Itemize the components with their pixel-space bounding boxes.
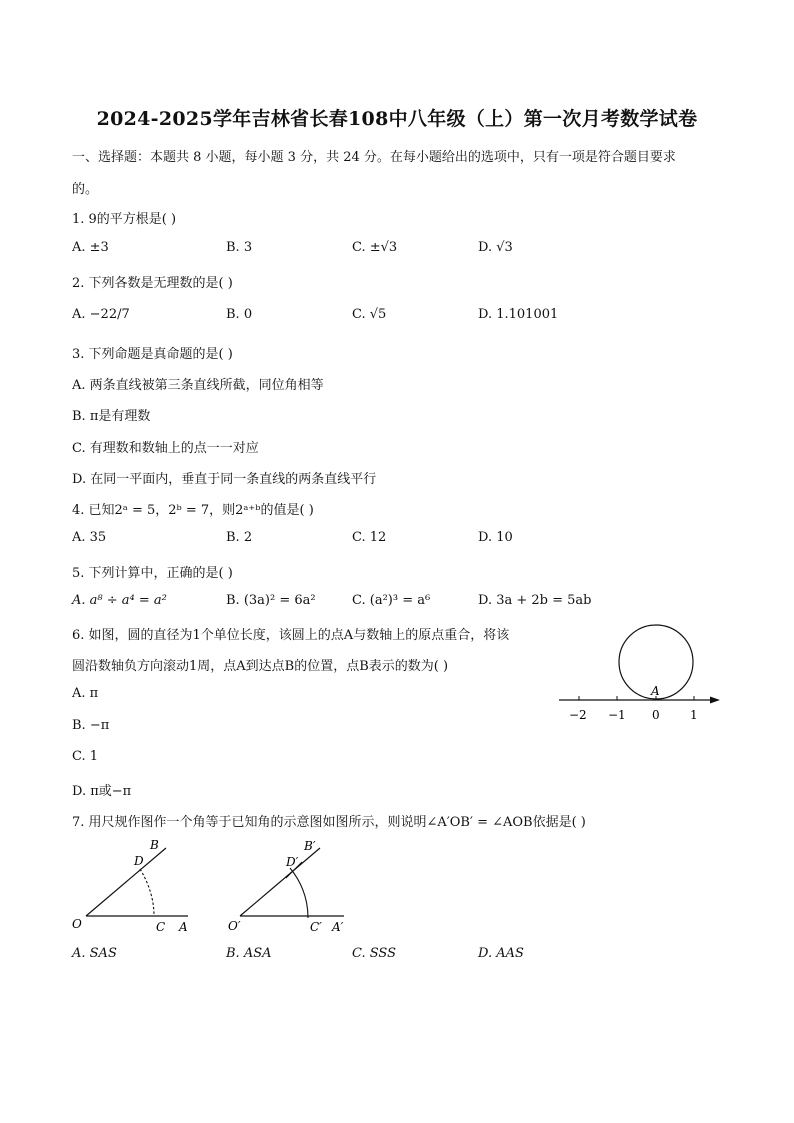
question-2-stem: 2. 下列各数是无理数的是( ) — [72, 276, 233, 291]
question-3-stem: 3. 下列命题是真命题的是( ) — [72, 347, 233, 362]
question-2-option-c: C. √5 — [352, 307, 387, 322]
question-3-option-c: C. 有理数和数轴上的点一一对应 — [72, 441, 259, 456]
question-6-option-b: B. −π — [72, 718, 110, 733]
question-5-options — [72, 593, 632, 611]
tick-label: 1 — [690, 708, 698, 722]
construction-arc-solid — [290, 868, 308, 918]
number-line-arrow-icon — [710, 697, 720, 704]
label-a: A — [179, 920, 188, 934]
label-c: C — [156, 920, 166, 934]
question-5-option-c: C. (a²)³ = a⁶ — [352, 593, 431, 608]
question-6-stem-line2: 圆沿数轴负方向滚动1周，点A到达点B的位置，点B表示的数为( ) — [72, 659, 449, 674]
question-6-option-d: D. π或−π — [72, 784, 132, 799]
question-3-option-d: D. 在同一平面内，垂直于同一条直线的两条直线平行 — [72, 472, 377, 487]
tick-label: −1 — [608, 708, 626, 722]
ray-ob — [86, 848, 166, 916]
question-1-option-b: B. 3 — [226, 240, 253, 255]
question-5-stem: 5. 下列计算中，正确的是( ) — [72, 566, 233, 581]
question-1-options — [72, 240, 632, 258]
question-4-option-b: B. 2 — [226, 530, 253, 545]
question-4-options — [72, 530, 632, 548]
copied-angle-diagram — [228, 839, 344, 934]
section-instructions-line2: 的。 — [72, 182, 99, 197]
original-angle-diagram — [72, 838, 188, 934]
label-o: O — [72, 917, 82, 931]
question-5-option-d: D. 3a + 2b = 5ab — [478, 593, 592, 608]
label-b: B — [150, 838, 159, 852]
question-2-option-b: B. 0 — [226, 307, 253, 322]
question-3-option-a: A. 两条直线被第三条直线所截，同位角相等 — [72, 378, 324, 393]
question-4-option-d: D. 10 — [478, 530, 513, 545]
question-7-option-c: C. SSS — [352, 946, 397, 961]
question-2-option-d: D. 1.101001 — [478, 307, 559, 322]
question-7-stem: 7. 用尺规作图作一个角等于已知角的示意图如图所示，则说明∠A′OB′ = ∠AOB依据是( ) — [72, 815, 586, 830]
question-4-option-a: A. 35 — [72, 530, 107, 545]
exam-title: 2024-2025学年吉林省长春108中八年级（上）第一次月考数学试卷 — [96, 108, 698, 130]
question-6-option-a: A. π — [72, 686, 99, 701]
question-7-options — [72, 946, 632, 964]
question-2-options — [72, 307, 632, 325]
label-b-prime: B′ — [304, 839, 316, 853]
label-d-prime: D′ — [286, 855, 299, 869]
label-d: D — [134, 854, 144, 868]
question-1-option-d: D. √3 — [478, 240, 513, 255]
tick-label: −2 — [569, 708, 587, 722]
label-o-prime: O′ — [228, 919, 241, 933]
question-1-option-c: C. ±√3 — [352, 240, 398, 255]
angle-construction-figure — [68, 834, 358, 938]
ray-o-prime-b-prime — [240, 848, 320, 916]
question-4-option-c: C. 12 — [352, 530, 387, 545]
point-a-label: A — [651, 684, 660, 698]
question-1-stem: 1. 9的平方根是( ) — [72, 212, 177, 227]
label-a-prime: A′ — [332, 920, 344, 934]
question-7-option-b: B. ASA — [226, 946, 272, 961]
section-instructions-line1: 一、选择题：本题共 8 小题，每小题 3 分，共 24 分。在每小题给出的选项中，只有一项是符合题目要求 — [72, 150, 676, 165]
question-5-option-b: B. (3a)² = 6a² — [226, 593, 316, 608]
question-2-option-a: A. −22/7 — [72, 307, 130, 322]
tick-label: 0 — [652, 708, 660, 722]
question-6-stem-line1: 6. 如图，圆的直径为1个单位长度，该圆上的点A与数轴上的原点重合，将该 — [72, 628, 510, 643]
question-3-option-b: B. π是有理数 — [72, 409, 151, 424]
question-4-stem: 4. 已知2ᵃ = 5，2ᵇ = 7，则2ᵃ⁺ᵇ的值是( ) — [72, 503, 314, 518]
question-5-option-a: A. a⁸ ÷ a⁴ = a² — [72, 593, 167, 608]
question-6-option-c: C. 1 — [72, 749, 99, 764]
construction-arc — [140, 869, 154, 916]
number-line-circle-figure — [555, 622, 725, 726]
question-7-option-a: A. SAS — [72, 946, 117, 961]
question-7-option-d: D. AAS — [478, 946, 524, 961]
question-1-option-a: A. ±3 — [72, 240, 109, 255]
label-c-prime: C′ — [310, 920, 322, 934]
